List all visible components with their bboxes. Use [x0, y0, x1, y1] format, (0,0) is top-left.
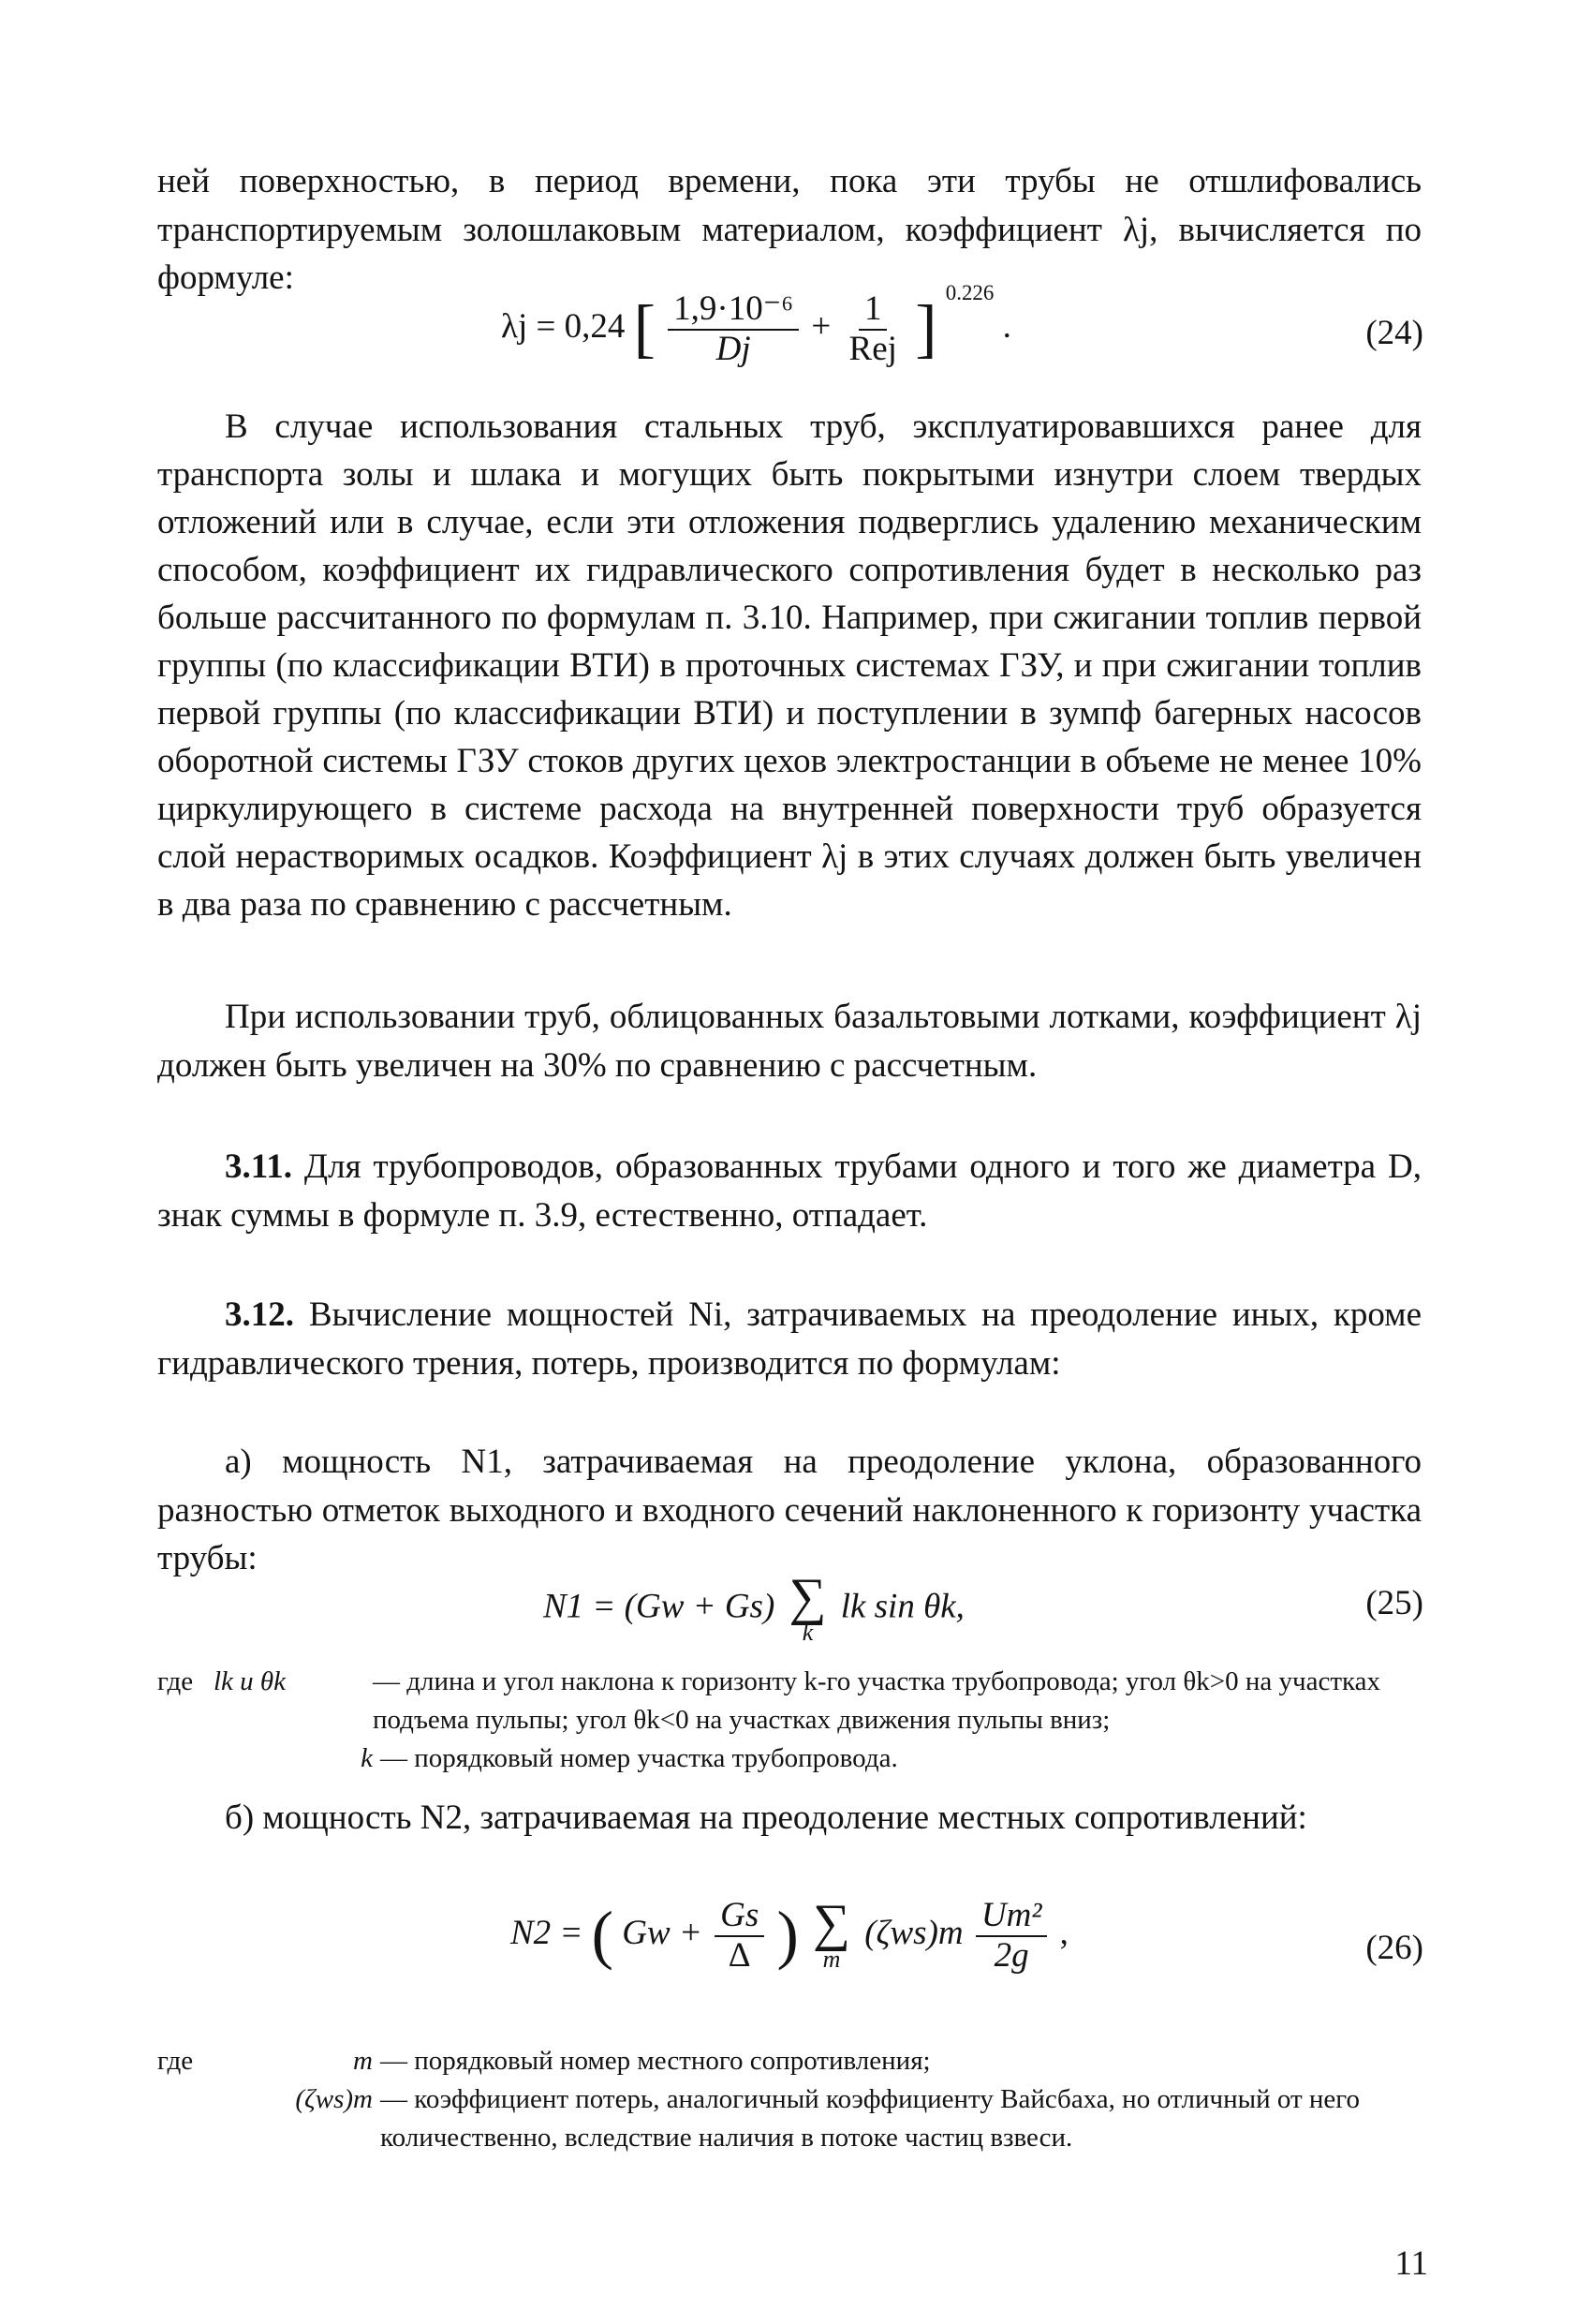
paragraph-basalt: При использовании труб, облицованных базальтовыми лотками, коэффициент λj должен быть увеличен на 30% по сравнению с рассчетным. [157, 998, 1422, 1085]
paragraph-item-a: а) мощность N1, затрачиваемая на преодоление уклона, образованного разностью отметок выходного и входного сечений наклоненного к горизонту участка трубы: [157, 1443, 1422, 1577]
sum-symbol: ∑ k [789, 1568, 827, 1647]
formula-24-exponent: 0.226 [945, 281, 995, 304]
paragraph-3-11: 3.11. Для трубопроводов, образованных трубами одного и того же диаметра D, знак суммы в формуле п. 3.9, естественно, отпадает. [157, 1147, 1422, 1235]
formula-24-fraction-2: $\frac{1}{\text{Rej}}$ [848, 289, 897, 368]
equation-number-24: (24) [1365, 314, 1423, 352]
paragraph-steel-pipes: В случае использования стальных труб, эксплуатировавшихся ранее для транспорта золы и шлака и могущих быть покрытыми изнутри слоем твердых отложений или в случае, если эти отложения подверглись удалению механическим способом, коэффициент их гидравлического сопротивления будет в несколько раз больше рассчитанного по формулам п. 3.10. Например, при сжигании топлив первой группы (по классификации ВТИ) в проточных системах ГЗУ, и при сжигании топлив первой группы (по классификации ВТИ) и поступлении в зумпф багерных насосов оборотной системы ГЗУ стоков других цехов электростанции в объеме не менее 10% циркулирующего в системе расхода на внутренней поверхности труб образуется слой нерастворимых осадков. Коэффициент λj в этих случаях должен быть увеличен в два раза по сравнению с рассчетным. [157, 407, 1422, 924]
paragraph-item-b: б) мощность N2, затрачиваемая на преодоление местных сопротивлений: [225, 1799, 1307, 1837]
formula-24-fraction-1: $\frac{\text{1,9·10⁻⁶}}{Dj}$ [668, 290, 799, 368]
section-number-3-12: 3.12. [225, 1295, 294, 1334]
page-number: 11 [1394, 2244, 1428, 2283]
paragraph-3-12: 3.12. Вычисление мощностей Ni, затрачиваемых на преодоление иных, кроме гидравлического трения, потерь, производится по формулам: [157, 1295, 1422, 1383]
formula-24: λj = 0,24 [ $\frac{\text{1,9·10⁻⁶}}{Dj}$ + $\frac{1}{\text{Rej}}$ ] $^{0.226}$ . [501, 281, 1011, 368]
section-number-3-11: 3.11. [225, 1147, 292, 1186]
formula-26: N2 = ( Gw + $\frac{Gs}{\Delta}$ ) ∑ m (ζws)m $\frac{\text{Um²}}{2g}$ , [510, 1894, 1069, 1975]
paragraph-intro: ней поверхностью, в период времени, пока эти трубы не отшлифовались транспортируемым золошлаковым материалом, коэффициент λj, вычисляется по формуле: [157, 162, 1422, 297]
note-formula-25: где lk и θk — длина и угол наклона к горизонту k-го участка трубопровода; угол θk>0 на участках подъема пульпы; угол θk<0 на участках движения пульпы вниз; k — порядковый номер участка трубопровода. [157, 1666, 1381, 1773]
equation-number-25: (25) [1365, 1584, 1423, 1622]
equation-number-26: (26) [1365, 1929, 1423, 1967]
formula-24-lhs: λj = 0,24 [501, 307, 626, 346]
formula-25: N1 = (Gw + Gs) ∑ k lk sin θk, [543, 1568, 965, 1647]
note-formula-26: где m — порядковый номер местного сопротивления; (ζws)m — коэффициент потерь, аналогичный коэффициенту Вайсбаха, но отличный от него количественно, вследствие наличия в потоке частиц взвеси. [157, 2046, 1360, 2153]
sum-symbol: ∑ m [813, 1894, 850, 1973]
